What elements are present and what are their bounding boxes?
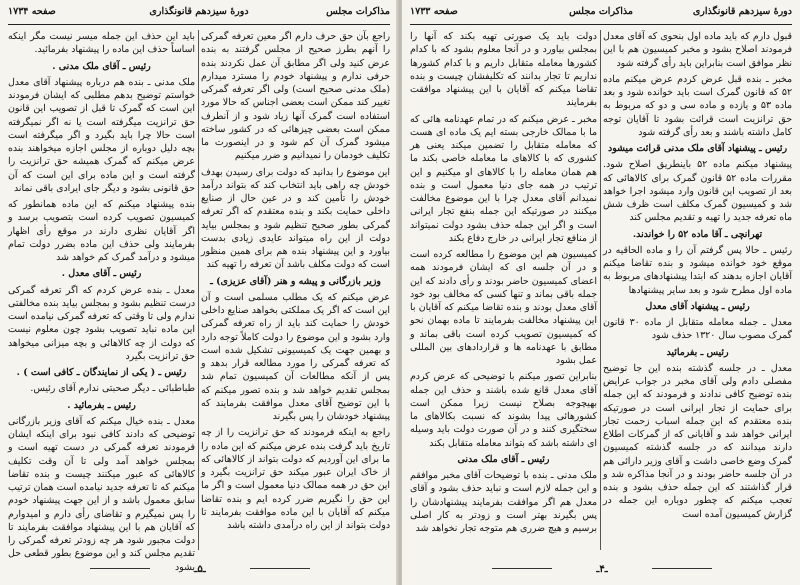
paragraph: مخبر ـ بنده قبل عرض کردم عرض میکنم ماده ۵۲ که قانون گمرک است باید خوانده شود و بعد ماده ۵۳ و یازده و ماده سی و دو که مربوط به حق ترانزیت است قرائت بشود تا آقایان توجه کامل داشته باشند و بعد رأی گرفته شود	[603, 73, 792, 138]
paragraph: بنابراین تصور میکنم با توضیحی که عرض کردم آقای معدل قانع شده باشند و حذف این جمله بهیچوجه بصلاح نیست زیرا ممکن است کشورهائی پیدا بشوند که نسبت بکالاهای ما سختگیری کنند و در آن صورت دولت باید وسیله ای داشته باشد که بتواند معامله متقابل بکند	[410, 371, 597, 449]
paragraph: این موضوع را بدانید که دولت برای رسیدن بهدف خودش چه راهی باید انتخاب کند که بتواند درآمد خودش را تأمین کند و در عین حال از صنایع داخلی حمایت بکند و بنده معتقدم که اگر تعرفه گمرکی بطور صحیح تنظیم شود و بمجلس بیاید دولت از این راه میتواند عایدی زیادی بدست بیاورد و این پیشنهاد بنده هم برای همین منظور است که دولت مکلف باشد آن تعرفه را تهیه کند	[201, 166, 390, 271]
left-header-rule	[8, 24, 390, 25]
paragraph: باید این حذف این جمله میسر نیست مگر اینکه اساساً حذف این ماده را پیشنهاد بفرمائید.	[8, 31, 195, 56]
right-page-right-column	[603, 30, 792, 550]
left-folio: ـ۵ـ	[194, 564, 206, 575]
paragraph: راجع بآن حق حرف دارم اگر معین تعرفه گمرکی را آنهم بطرز صحیح از مجلس گرفتند به بنده عرض کنید ولی اگر مطابق آن عمل نکردند بنده حرفی ندارم و پیشنهاد خودم را مسترد میدارم (ملک مدنی صحیح است) ولی اگر تعرفه گمرکی تغییر کند ممکن است بعضی اجناس که حالا مورد استفاده است گمرک آنها زیاد شود و از آنطرف ممکن است بعضی چیزهائی که در کشور ساخته میشود گمرک آن کم شود و در اینصورت ما تکلیف خودمان را نمیدانیم و ضرر میکنیم	[201, 31, 390, 162]
paragraph: مخبر ـ عرض میکنم که در تمام عهدنامه هائی که ما با ممالک خارجی بسته ایم یک ماده ای هست که معامله متقابل را تضمین میکند یعنی هر کشوری که با کالاهای ما معامله خاصی بکند ما هم همان معامله را با کالاهای او میکنیم و این ترتیب در همه جای دنیا معمول است و بنده نمیدانم آقای معدل چرا با این موضوع مخالفت میکنند در صورتیکه این جمله بنفع تجار ایرانی است و اگر این جمله حذف بشود دولت نمیتواند از منافع تجار ایرانی در خارج دفاع بکند	[410, 113, 597, 244]
paragraph: کمیسیون هم این موضوع را مطالعه کرده است و در آن جلسه ای که ایشان فرمودند همه اعضای کمیسیون حاضر بودند و رأی دادند که این جمله باقی بماند و تنها کسی که مخالف بود خود آقای معدل بودند و بنده تقاضا میکنم که آقایان با این پیشنهاد مخالفت بفرمایند تا ماده بهمان نحو که کمیسیون تصویب کرده است باقی بماند و مطابق با عهدنامه ها و قراردادهای بین المللی عمل بشود	[410, 249, 597, 366]
left-page-left-column	[8, 30, 195, 573]
right-folio: ـ۴ـ	[596, 564, 608, 575]
speaker-heading: رئیس ـ ( یکی از نمایندگان ـ کافی است ) .	[16, 367, 187, 378]
speaker-heading: رئیس ـ بفرمائید	[666, 346, 729, 358]
right-column-divider	[600, 30, 601, 550]
left-page-right-column	[201, 30, 390, 550]
right-footer-rule-b	[652, 568, 712, 569]
left-page-header	[8, 6, 390, 22]
paragraph: دولت باید یک صورتی تهیه بکند که آنها را بمجلس بیاورد و در آنجا معلوم بشود که با کدام کشورها معامله متقابل داریم و با کدام کشورها نداریم تا تجار بدانند که تکلیفشان چیست و بنده تقاضا میکنم که آقایان با این پیشنهاد موافقت بفرمایند	[410, 31, 597, 109]
left-header-title: مذاکرات مجلس	[326, 6, 390, 17]
speaker-heading: رئیس ـ آقای ملک مدنی	[457, 453, 550, 465]
paragraph: پیشنهاد میکنم ماده ۵۲ باینطریق اصلاح شود. مقررات ماده ۵۲ قانون گمرک برای کالاهائی که بعد از تصویب این قانون وارد میشود اجرا خواهد شد و کمیسیون گمرک مکلف است ظرف شش ماه تعرفه جدید را تهیه و تقدیم مجلس کند	[603, 159, 793, 224]
paragraph: معدل ـ در جلسه گذشته بنده این جا توضیح مفصلی دادم ولی آقای مخبر در جواب عرایض بنده توضیح کافی ندادند و فرمودند که این جمله برای حمایت از تجار ایرانی است در صورتیکه بنده معتقدم که این جمله اسباب زحمت تجار ایرانی خواهد شد و آقایانی که از گمرکات اطلاع دارند میدانند که در جلسه گذشته کمیسیون گمرک وضع خاصی داشت و آقای وزیر دارائی هم در آن جلسه حاضر بودند و در آنجا مذاکره شد و قرار گذاشتند که این جمله حذف بشود و بنده تعجب میکنم که چطور دوباره این جمله در گزارش کمیسیون آمده است	[603, 362, 792, 520]
right-page	[402, 0, 800, 585]
paragraph: ملک مدنی ـ بنده با توضیحات آقای مخبر موافقم و این جمله لازم است و نباید حذف بشود و آقای معدل هم اگر موافقت بفرمایند پیشنهادشان را پس بگیرند بهتر است و زودتر به کار اصلی برسیم و هیچ ضرری هم متوجه تجار نخواهد شد	[410, 470, 597, 534]
paragraph: معدل ـ جمله معامله متقابل از ماده ۳۰ قانون گمرک مصوب سال ۱۳۲۰ حذف شود	[603, 317, 792, 342]
paragraph: معدل ـ بنده خیال میکنم که آقای وزیر بازرگانی توضیحی که دادند کافی نبود برای اینکه ایشان فرمودند تعرفه گمرکی در دست تهیه است و بمجلس خواهد آمد ولی تا آن وقت تکلیف کالاهائی که عبور میکنند چیست و بنده تقاضا میکنم که تا تعرفه جدید نیامده است همان ترتیب سابق معمول باشد و از این جهت پیشنهاد خودم را پس نمیگیرم و تقاضای رأی دارم و امیدوارم که آقایان هم با این پیشنهاد موافقت بفرمایند تا دولت مجبور شود هر چه زودتر تعرفه گمرکی را تقدیم مجلس کند و این موضوع بطور قطعی حل بشود	[8, 415, 195, 573]
paragraph: طباطبائی ـ دیگر صحبتی ندارم آقای رئیس.	[30, 383, 195, 395]
paragraph: معدل ـ بنده عرض کردم که اگر تعرفه گمرکی درست تنظیم بشود و بمجلس بیاید بنده مخالفتی ندارم ولی تا وقتی که تعرفه گمرکی نیامده است این ماده نباید تصویب بشود چون معلوم نیست که دولت از چه کالاهائی و بچه میزانی میخواهد حق ترانزیت بگیرد	[8, 284, 195, 362]
speaker-heading: رئیس ـ پیشنهاد آقای ملک مدنی قرائت میشود	[608, 143, 787, 154]
left-header-center: دورهٔ سیزدهم قانونگذاری	[149, 6, 249, 17]
speaker-heading: رئیس ـ بفرمائید .	[67, 399, 136, 411]
paragraph: بنده پیشنهاد میکنم که این ماده همانطور که کمیسیون تصویب کرده است بتصویب برسد و اگر آقایان نظری دارند در موقع رأی اظهار بفرمایند ولی حذف این ماده بضرر دولت تمام میشود و درآمد گمرک کم خواهد شد	[8, 199, 195, 263]
right-footer-rule-a	[492, 568, 552, 569]
paragraph: ملک مدنی ـ بنده هم درباره پیشنهاد آقای معدل خواستم توضیح بدهم مطلبی که ایشان فرمودند این است که گمرک تا قبل از تصویب این قانون حق ترانزیت میگرفته است یا نه اگر نمیگرفته است حالا چرا باید بگیرد و اگر میگرفته است بچه دلیل دوباره از مجلس اجازه میخواهند بنده عرض میکنم که گمرک همیشه حق ترانزیت را گرفته است و این ماده برای این است که آن حق قانونی بشود و دیگر جای ایرادی باقی نماند	[8, 76, 195, 194]
left-column-divider	[198, 30, 199, 550]
paragraph: راجع به اینکه فرمودند که حق ترانزیت را از چه تاریخ باید گرفت بنده عرض میکنم که این ماده را ما برای این آوردیم که دولت بتواند از کالاهائی که از خاک ایران عبور میکند حق ترانزیت بگیرد و این حق در همه ممالک دنیا معمول است و اگر ما این حق را نگیریم ضرر کرده ایم و بنده تقاضا میکنم که آقایان با این ماده موافقت بفرمایند تا دولت بتواند از این راه درآمدی داشته باشد	[201, 427, 390, 531]
right-header-title: دورهٔ سیزدهم قانونگذاری	[692, 6, 792, 17]
paragraph: عرض میکنم که یک مطلب مسلمی است و آن این است که اگر یک مملکتی بخواهد صنایع داخلی خودش را حمایت کند باید از راه تعرفه گمرکی وارد بشود و این موضوع را دولت کاملاً توجه دارد و بهمین جهت یک کمیسیونی تشکیل شده است که تعرفه گمرکی را مورد مطالعه قرار بدهد و پس از آنکه مطالعات آن کمیسیون تمام شد بمجلس تقدیم خواهد شد و بنده تصور میکنم که با این توضیح آقای معدل موافقت بفرمایند که پیشنهاد خودشان را پس بگیرند	[201, 291, 390, 422]
speaker-heading: رئیس ـ آقای معدل .	[61, 268, 142, 280]
paragraph: قبول دارم که باید ماده اول بنحوی که آقای معدل فرمودند اصلاح بشود و مخبر کمیسیون هم با این نظر موافق است بنابراین باید رأی گرفته شود	[603, 31, 792, 69]
speaker-heading: رئیس ـ پیشنهاد آقای معدل	[645, 300, 750, 312]
left-header-page-number: صفحه ۱۷۳۴	[8, 6, 56, 17]
speaker-heading: رئیس ـ آقای ملک مدنی .	[52, 60, 151, 72]
left-footer-rule-b	[250, 568, 310, 569]
speaker-heading: وزیر بازرگانی و پیشه و هنر (آقای عزیزی) ـ	[210, 275, 381, 287]
speaker-heading: تهرانچی ـ آقا ماده ۵۲ را خواندند.	[632, 228, 763, 240]
right-page-header	[410, 6, 792, 22]
right-page-left-column	[410, 30, 597, 550]
left-page	[0, 0, 398, 585]
left-footer-rule-a	[90, 568, 150, 569]
right-header-center: مذاکرات مجلس	[569, 6, 633, 17]
right-header-rule	[410, 24, 792, 25]
right-header-page-number: صفحه ۱۷۳۳	[410, 6, 458, 17]
paragraph: رئیس ـ حالا پس گرفتم آن را و ماده الحاقیه در موقع خود خوانده میشود و بنده تقاضا میکنم آقایان اجازه بدهند که ابتدا پیشنهادهای مربوط به ماده اول مطرح شود و بعد سایر پیشنهادها	[603, 244, 792, 296]
